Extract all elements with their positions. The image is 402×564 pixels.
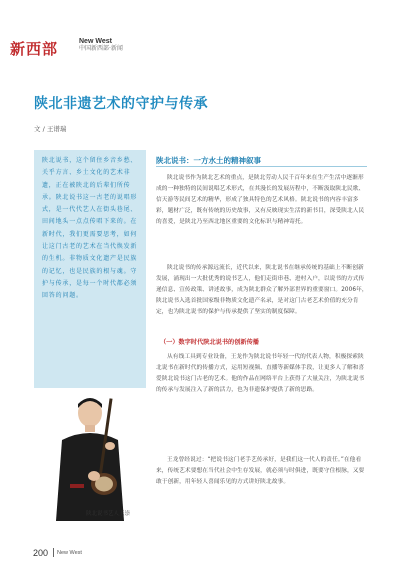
brand-tagline: 中国新西部·新闻: [79, 45, 123, 52]
article-title: 陕北非遗艺术的守护与传承: [34, 96, 208, 112]
body-paragraph: 陕北说书作为陕北艺术的重点，是陕北劳动人民千百年来在生产生活中逐渐形成的一种独特的民间说唱艺术形式，在其漫长的发展历程中，不断汲取陕北民歌、信天游等民间艺术的精华，形成了独具特色的艺术风格。陕北说书的内容丰富多彩，题材广泛，既有传统的历史故事，又有反映现实生活的新书目，深受陕北人民的喜爱，是陕北乃至西北地区重要的文化标识与精神寄托。: [156, 175, 365, 225]
brand-subtitle: [79, 38, 123, 52]
body-paragraph: 从有线工具到专业设备，王龙作为陕北说书年轻一代的代表人物，积极探索陕北说书在新时代的传播方式，运用短视频、直播等新媒体手段，让更多人了解和喜爱陕北说书这门古老的艺术。他的作品在网络平台上获得了大量关注，为陕北说书的传承与发展注入了新的活力，也为非遗保护提供了新的思路。: [156, 354, 365, 393]
photo-caption: 陕北说书艺人王崇: [86, 511, 131, 517]
footer-label: New West: [57, 550, 82, 556]
article-byline: 文 / 王谱瑞: [34, 125, 67, 133]
page-number: 200: [33, 548, 49, 558]
section-rule: [156, 166, 367, 167]
brand-logo: 新西部: [10, 40, 59, 58]
body-paragraph: 王龙曾经说过：“把说书这门老手艺传承好，是我们这一代人的责任。”在他看来，传统艺术要想在当代社会中生存发展，就必须与时俱进，既要守住根脉，又要敢于创新，用年轻人喜闻乐见的方式讲好陕北故事。: [156, 457, 365, 485]
footer-divider: [53, 548, 54, 557]
pull-quote-text: 陕北说书，这个留住乡音乡愁、关乎方言、乡土文化的艺术非遗，正在被陕北的后辈们所传承。陕北说书这一古老的说唱形式，是一代代艺人在街头巷尾、田间地头一点点传唱下来的。在新时代，我们更需要思考，如何让这门古老的艺术在当代焕发新的生机。非物质文化遗产是民族的记忆，也是民族的根与魂。守护与传承，是每一个时代都必须回答的问题。: [42, 157, 138, 300]
body-paragraph: 陕北说书的传承源远流长，近代以来，陕北说书在继承传统的基础上不断创新发展，涌现出一大批优秀的说书艺人，他们走街串巷、进村入户，以说书的方式传递信息、宣传政策、讲述故事，成为陕北群众了解外部世界的重要窗口。2006年，陕北说书入选首批国家级非物质文化遗产名录，是对这门古老艺术价值的充分肯定，也为陕北说书的保护与传承提供了坚实的制度保障。: [156, 265, 368, 315]
performer-photo: [34, 388, 146, 521]
performer-illustration: [34, 388, 146, 521]
brand-english: New West: [79, 38, 112, 45]
subheading: （一）数字时代陕北说书的创新传播: [160, 339, 259, 346]
section-heading: 陕北说书：一方水土的精神叙事: [156, 156, 261, 165]
